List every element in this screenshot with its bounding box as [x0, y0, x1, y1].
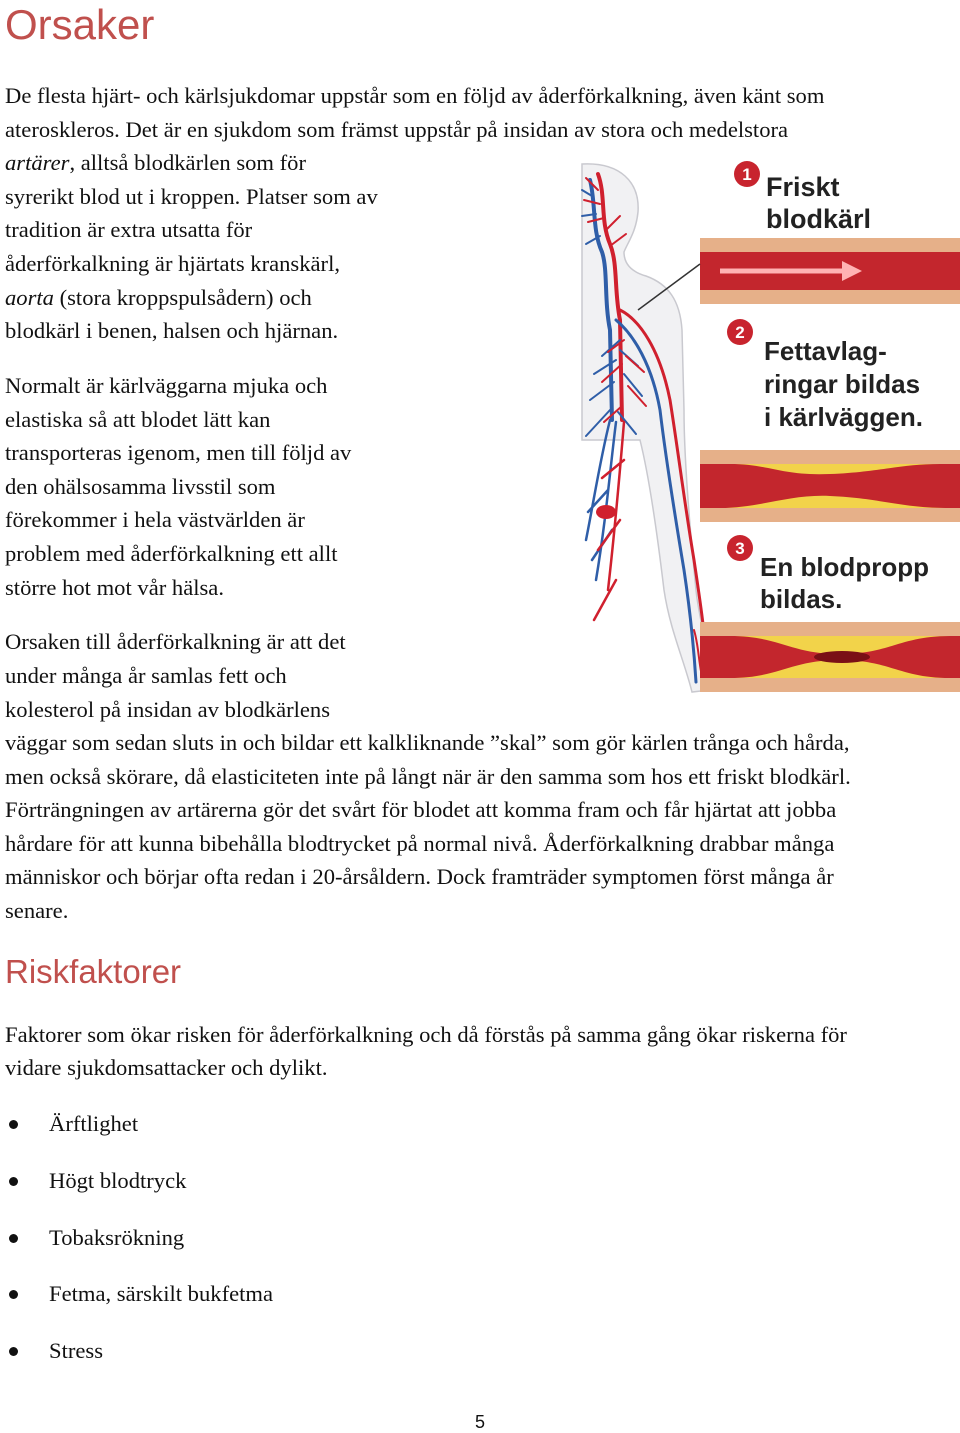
body-outline — [582, 164, 711, 692]
term-aorta: aorta — [5, 285, 54, 310]
list-item-label: Högt blodtryck — [49, 1168, 187, 1193]
stage-plaque-vessel — [700, 319, 960, 522]
text-line: hårdare för att kunna bibehålla blodtrycket på normal nivå. Åderförkalkning drabbar många — [5, 831, 835, 856]
text-line: De flesta hjärt- och kärlsjukdomar uppstår som en följd av åderförkalkning, även känt som — [5, 83, 825, 108]
text-line: Orsaken till åderförkalkning är att det — [5, 629, 346, 654]
stage-label-line: Friskt — [766, 172, 840, 202]
step-number-2: 2 — [735, 323, 745, 342]
text-line: men också skörare, då elasticiteten inte på långt när är den samma som hos ett friskt blodkärl. — [5, 764, 851, 789]
text-line: tradition är extra utsatta för — [5, 217, 253, 242]
text-line: Faktorer som ökar risken för åderförkalkning och då förstås på samma gång ökar riskerna för — [5, 1022, 847, 1047]
text-line: Förträngningen av artärerna gör det svårt för blodet att komma fram och får hjärtat att jobba — [5, 797, 837, 822]
atherosclerosis-illustration — [580, 160, 960, 696]
text-line: transporteras igenom, men till följd av — [5, 440, 352, 465]
bullet-icon — [9, 1234, 18, 1243]
term-artarer: artärer — [5, 150, 70, 175]
stage-clot-vessel — [700, 535, 960, 692]
page-number: 5 — [474, 1412, 485, 1432]
text-line: kolesterol på insidan av blodkärlens — [5, 697, 331, 722]
list-item-label: Fetma, särskilt bukfetma — [49, 1281, 274, 1306]
list-item-label: Tobaksrökning — [49, 1225, 185, 1250]
text-line: människor och börjar ofta redan i 20-årsåldern. Dock framträder symptomen först många år — [5, 864, 834, 889]
text-line: elastiska så att blodet lätt kan — [5, 407, 271, 432]
stage-label-line: Fettavlag- — [764, 336, 887, 366]
bullet-icon — [9, 1347, 18, 1356]
blood-clot — [814, 651, 870, 663]
text-line: senare. — [5, 898, 69, 923]
bullet-icon — [9, 1177, 18, 1186]
text-line: större hot mot vår hälsa. — [5, 575, 224, 600]
text-fragment: , alltså blodkärlen som för — [69, 150, 307, 175]
section-heading-orsaker: Orsaker — [5, 1, 155, 48]
stage-label-line: bildas. — [760, 584, 843, 614]
text-line — [5, 150, 306, 176]
stage-label-line: ringar bildas — [764, 369, 921, 399]
text-line: syrerikt blod ut i kroppen. Platser som av — [5, 184, 378, 209]
body-silhouette — [582, 164, 711, 692]
text-line: väggar som sedan sluts in och bildar ett kalkliknande ”skal” som gör kärlen trånga och hårda, — [5, 730, 850, 755]
kidney-shape — [596, 505, 616, 519]
text-line: blodkärl i benen, halsen och hjärnan. — [5, 318, 339, 343]
text-line — [5, 285, 312, 311]
stage-label-line: i kärlväggen. — [764, 402, 923, 432]
text-line: under många år samlas fett och — [5, 663, 287, 688]
text-line: den ohälsosamma livsstil som — [5, 474, 276, 499]
section-heading-riskfaktorer: Riskfaktorer — [5, 953, 182, 990]
list-item-label: Ärftlighet — [49, 1111, 139, 1136]
text-line: problem med åderförkalkning ett allt — [5, 541, 338, 566]
text-fragment: (stora kroppspulsådern) och — [53, 285, 312, 310]
bullet-icon — [9, 1120, 18, 1129]
stage-healthy-vessel — [638, 161, 960, 310]
abdomen-arteries — [594, 422, 624, 620]
stage-label-line: En blodpropp — [760, 552, 929, 582]
text-line: förekommer i hela västvärlden är — [5, 507, 305, 532]
list-item-label: Stress — [49, 1338, 103, 1363]
text-line: åderförkalkning är hjärtats kranskärl, — [5, 251, 341, 276]
step-number-3: 3 — [735, 539, 745, 558]
stage-label-line: blodkärl — [766, 204, 872, 234]
text-line: Normalt är kärlväggarna mjuka och — [5, 373, 328, 398]
step-number-1: 1 — [742, 165, 752, 184]
text-line: ateroskleros. Det är en sjukdom som främst uppstår på insidan av stora och medelstora — [5, 117, 789, 142]
bullet-icon — [9, 1290, 18, 1299]
text-line: vidare sjukdomsattacker och dylikt. — [5, 1055, 328, 1080]
